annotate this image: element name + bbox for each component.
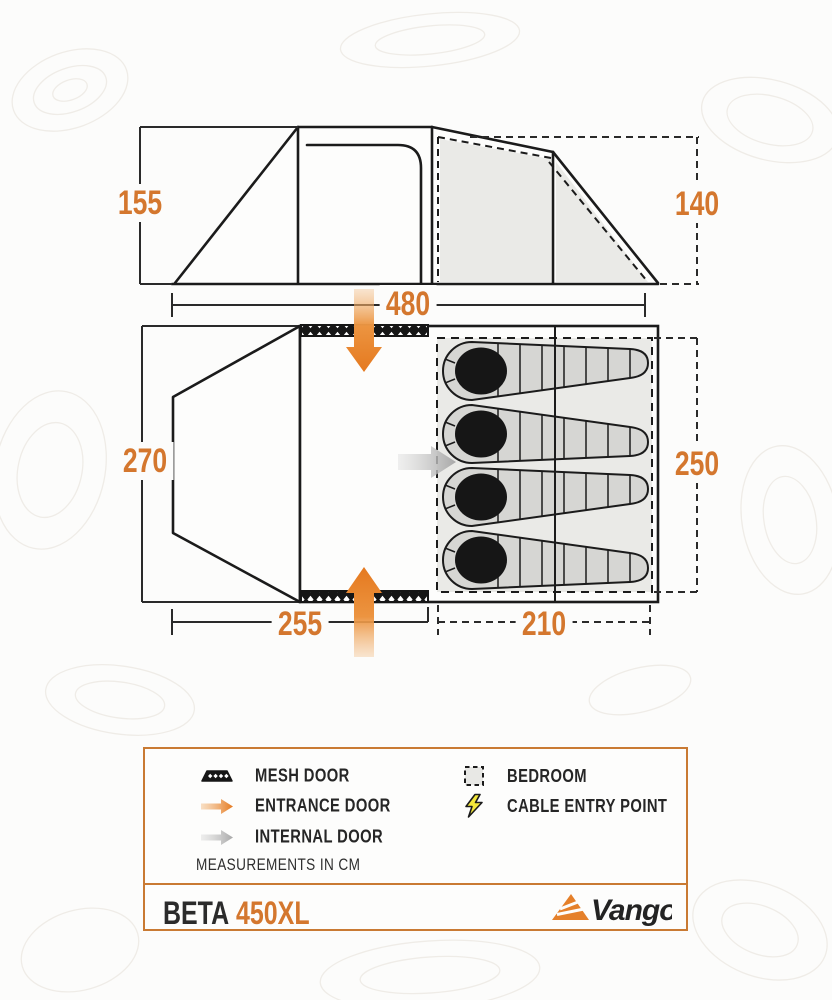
- dim-label-210: 210: [516, 605, 573, 643]
- dim-label-140: 140: [669, 185, 726, 223]
- legend-label: INTERNAL DOOR: [255, 826, 384, 847]
- legend-item-internal-door: [195, 827, 411, 848]
- vango-logo: [548, 889, 672, 934]
- vango-logo-triangle: [552, 894, 589, 920]
- internal-door-icon: [195, 828, 239, 846]
- bedroom-icon: [457, 765, 491, 787]
- legend-item-bedroom: [457, 765, 605, 787]
- mesh-door-icon: [195, 769, 239, 784]
- legend-item-mesh-door: [195, 766, 371, 787]
- dim-label-480: 480: [380, 285, 437, 323]
- floor-plan-view: [142, 289, 699, 657]
- dim-label-155: 155: [112, 184, 169, 222]
- cable-entry-icon: [457, 793, 491, 819]
- legend-label: ENTRANCE DOOR: [255, 795, 391, 816]
- model-name: [163, 895, 310, 932]
- legend-item-cable-entry: [457, 793, 703, 819]
- porch-area: [173, 326, 300, 602]
- model-name-text: BETA: [163, 895, 230, 931]
- dim-label-270: 270: [117, 442, 174, 480]
- side-bedroom-shade-left: [440, 139, 551, 282]
- legend-title-bar: [145, 883, 686, 929]
- vango-logo-text: Vango: [591, 894, 672, 927]
- dim-label-255: 255: [272, 605, 329, 643]
- legend-label: BEDROOM: [507, 765, 587, 786]
- legend-label: CABLE ENTRY POINT: [507, 795, 668, 816]
- measurements-note: MEASUREMENTS IN CM: [196, 855, 361, 874]
- legend-item-entrance-door: [195, 796, 421, 817]
- entrance-door-icon: [195, 797, 239, 815]
- model-variant-text: 450XL: [236, 895, 310, 931]
- legend-panel: [143, 747, 688, 931]
- legend-label: MESH DOOR: [255, 765, 350, 786]
- dim-label-250: 250: [669, 445, 726, 483]
